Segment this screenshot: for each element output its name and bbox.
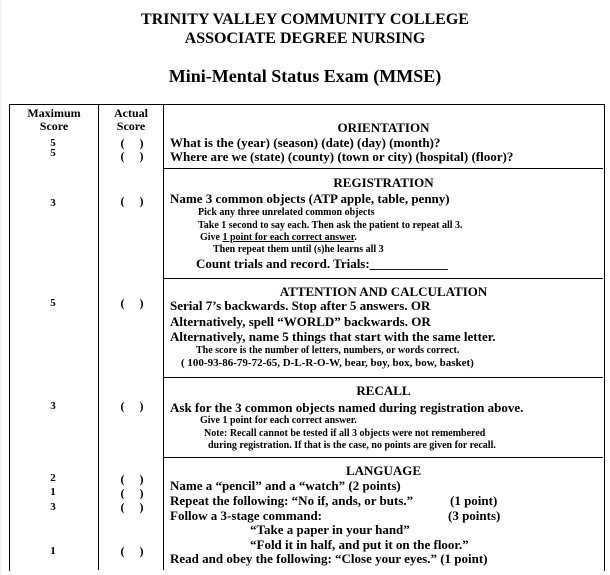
registration-max: 3 [50,197,56,209]
recall-actual[interactable]: ( ) [120,399,144,413]
language-heading: LANGUAGE [345,463,422,478]
orientation-max-2: 5 [50,147,56,159]
registration-note-2: Take 1 second to say each. Then ask the patient to repeat all 3. [198,220,463,231]
recall-heading: RECALL [356,383,411,398]
registration-note-3b: 1 point for each correct answer [222,232,355,243]
max-score-header-line2: Score [39,119,69,133]
language-question-2: Repeat the following: “No if, ands, or buts.” [170,493,414,508]
language-command-1: “Take a paper in your hand” [250,522,410,537]
recall-note-3: during registration. If that is the case, no points are given for recall. [208,440,496,451]
language-max-4: 1 [50,545,56,557]
language-command-2: “Fold it in half, and put it on the floor.” [250,537,469,552]
language-question-3: Follow a 3-stage command: [170,508,323,523]
registration-actual[interactable]: ( ) [120,194,144,208]
column-divider-2 [163,104,164,570]
language-max-2: 1 [50,486,56,498]
orientation-question-1: What is the (year) (season) (date) (day) (month)? [170,135,441,150]
attention-examples: ( 100-93-86-79-72-65, D-L-R-O-W, bear, boy, box, bow, basket) [181,357,474,369]
attention-question-2: Alternatively, spell “WORLD” backwards. OR [170,314,431,329]
registration-question: Name 3 common objects (ATP apple, table, penny) [170,191,450,206]
language-max-3: 3 [50,501,56,513]
language-max-1: 2 [50,472,56,484]
registration-note-3a: Give [200,232,223,243]
orientation-actual-1[interactable]: ( ) [120,136,144,150]
max-score-header-line1: Maximum [27,106,81,120]
attention-question-3: Alternatively, name 5 things that start with the same letter. [170,329,496,344]
orientation-actual-2[interactable]: ( ) [120,149,144,163]
registration-note-4: Then repeat them until (s)he learns all 3 [213,244,384,255]
attention-max: 5 [50,297,56,309]
registration-note-3 [200,232,357,243]
language-question-1: Name a “pencil” and a “watch” (2 points) [170,478,401,493]
max-score-header [12,107,96,133]
registration-note-1: Pick any three unrelated common objects [198,207,375,218]
registration-heading: REGISTRATION [333,175,434,190]
registration-note-3c: . [354,232,357,243]
actual-score-header [100,107,162,133]
program-name: ASSOCIATE DEGREE NURSING [184,30,426,47]
orientation-heading: ORIENTATION [337,120,430,135]
attention-note-1: The score is the number of letters, numbers, or words correct. [196,345,460,356]
attention-heading: ATTENTION AND CALCULATION [279,284,488,299]
section-divider [164,278,603,279]
column-divider-1 [98,104,99,570]
actual-score-header-line2: Score [116,119,146,133]
section-divider [164,168,603,169]
language-actual-2[interactable]: ( ) [120,486,144,500]
language-question-4: Read and obey the following: “Close your eyes.” (1 point) [170,551,488,566]
section-divider [164,457,603,458]
attention-question-1: Serial 7’s backwards. Stop after 5 answers. OR [170,298,431,313]
recall-question: Ask for the 3 common objects named during registration above. [170,400,524,415]
language-actual-4[interactable]: ( ) [120,544,144,558]
page-title: Mini-Mental Status Exam (MMSE) [168,66,442,86]
language-question-3-points: (3 points) [448,508,501,523]
recall-note-1: Give 1 point for each correct answer. [200,415,357,426]
section-divider [164,377,603,378]
orientation-max-1: 5 [50,137,56,149]
recall-max: 3 [50,400,56,412]
attention-actual[interactable]: ( ) [120,296,144,310]
college-name: TRINITY VALLEY COMMUNITY COLLEGE [141,11,469,28]
registration-trials: Count trials and record. Trials:____________ [196,256,448,271]
orientation-question-2: Where are we (state) (county) (town or city) (hospital) (floor)? [170,149,514,164]
language-question-2-points: (1 point) [450,493,498,508]
recall-note-2: Note: Recall cannot be tested if all 3 objects were not remembered [204,428,486,439]
actual-score-header-line1: Actual [114,106,148,120]
language-actual-1[interactable]: ( ) [120,472,144,486]
language-actual-3[interactable]: ( ) [120,500,144,514]
